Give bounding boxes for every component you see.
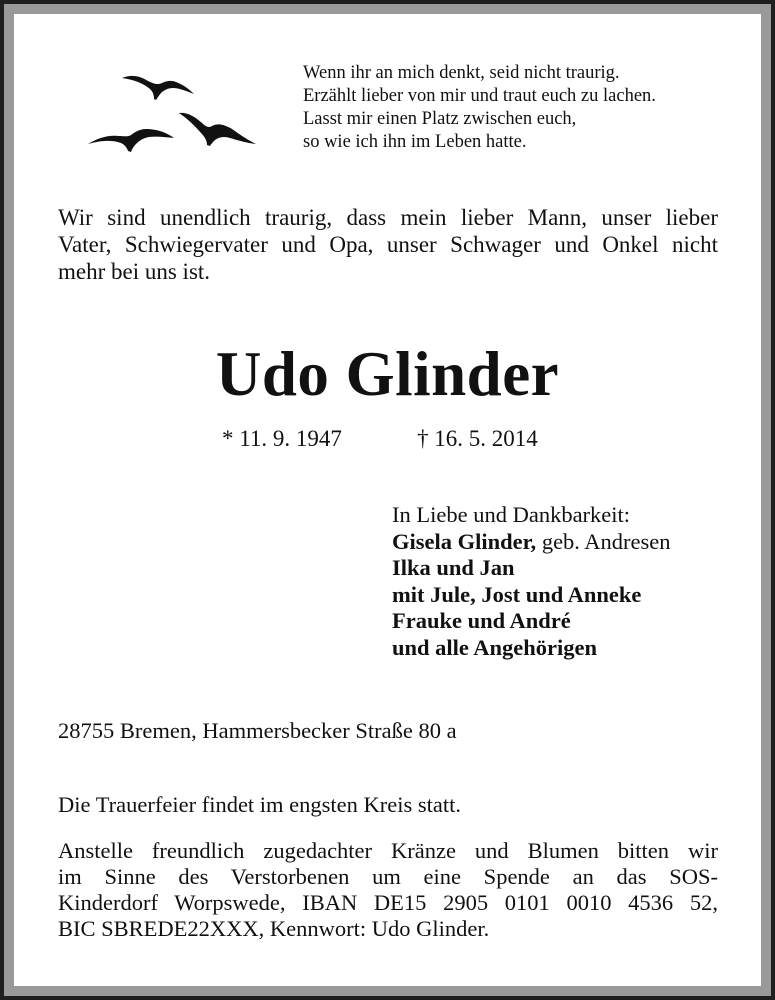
intro-line: Vater, Schwiegervater und Opa, unser Schwager und Onkel nicht xyxy=(58,232,718,257)
mourner-line: Frauke und André xyxy=(392,608,571,633)
birth-date: * 11. 9. 1947 xyxy=(222,426,342,451)
mourner-name: Gisela Glinder, xyxy=(392,528,537,554)
deceased-name: Udo Glinder xyxy=(215,339,560,409)
donation-paragraph xyxy=(58,838,718,942)
mourners-heading: In Liebe und Dankbarkeit: xyxy=(392,502,631,527)
notice-frame-gray xyxy=(4,4,771,996)
poem-line: so wie ich ihn im Leben hatte. xyxy=(303,132,527,152)
mourners-block xyxy=(392,502,671,661)
obituary-notice xyxy=(14,14,761,986)
birds-illustration xyxy=(74,66,264,176)
mourner-line: mit Jule, Jost und Anneke xyxy=(392,581,642,607)
donation-line: BIC SBREDE22XXX, Kennwort: Udo Glinder. xyxy=(58,916,490,941)
ceremony-note: Die Trauerfeier findet im engsten Kreis statt. xyxy=(58,792,462,817)
intro-line: Wir sind unendlich traurig, dass mein lieber Mann, unser lieber xyxy=(58,205,718,230)
poem xyxy=(303,62,656,154)
poem-line: Lasst mir einen Platz zwischen euch, xyxy=(303,109,577,129)
donation-line: Kinderdorf Worpswede, IBAN DE15 2905 0101 0010 4536 52, xyxy=(58,890,718,915)
address: 28755 Bremen, Hammersbecker Straße 80 a xyxy=(58,718,457,743)
mourner-line xyxy=(392,529,671,556)
poem-line: Erzählt lieber von mir und traut euch zu lachen. xyxy=(303,86,656,106)
poem-line: Wenn ihr an mich denkt, seid nicht traurig. xyxy=(303,63,620,83)
intro-paragraph xyxy=(58,204,718,285)
donation-line: Anstelle freundlich zugedachter Kränze und Blumen bitten wir xyxy=(58,838,718,863)
mourner-line: Ilka und Jan xyxy=(392,555,515,580)
intro-line: mehr bei uns ist. xyxy=(58,259,211,284)
mourner-maiden-name: geb. Andresen xyxy=(536,528,671,554)
donation-line: im Sinne des Verstorbenen um eine Spende an das SOS- xyxy=(58,864,718,889)
death-date: † 16. 5. 2014 xyxy=(417,426,538,451)
mourner-line: und alle Angehörigen xyxy=(392,634,598,660)
